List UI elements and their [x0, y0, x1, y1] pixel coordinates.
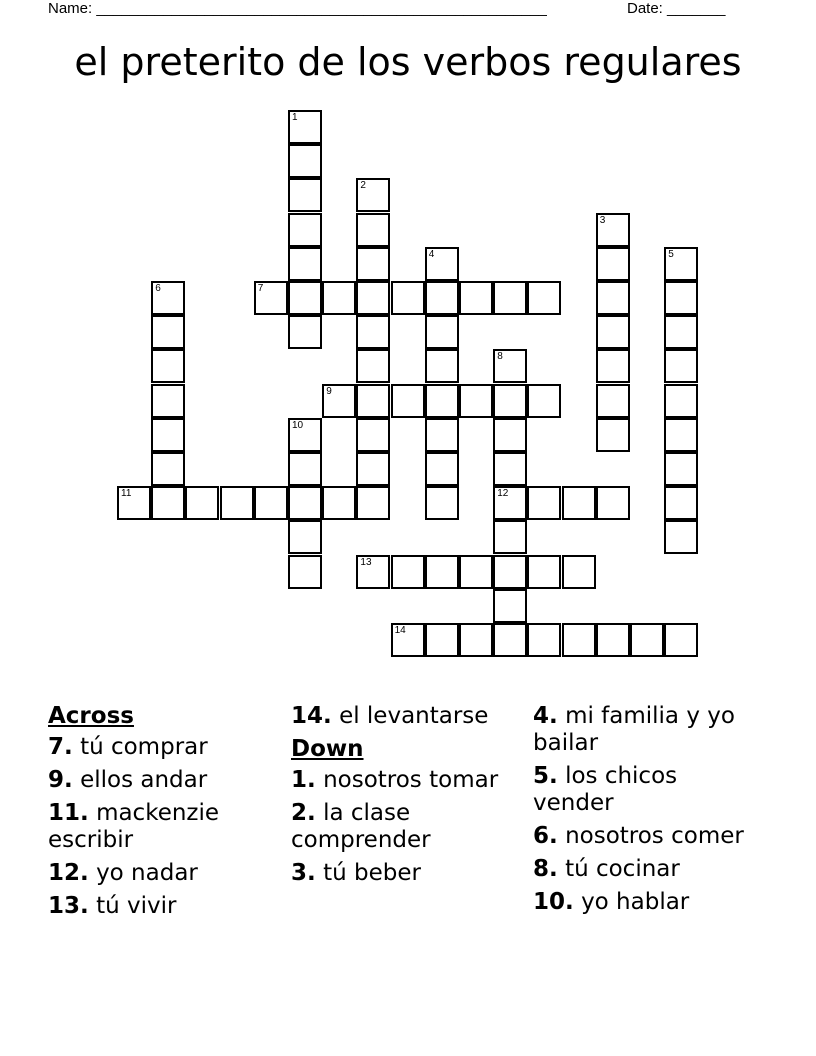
crossword-cell[interactable] — [596, 418, 630, 452]
clue-text: los chicos vender — [533, 763, 678, 816]
clue-number: 8. — [533, 856, 558, 882]
crossword-cell[interactable] — [356, 349, 390, 383]
crossword-cell[interactable] — [425, 315, 459, 349]
crossword-cell[interactable] — [493, 418, 527, 452]
crossword-cell[interactable] — [664, 349, 698, 383]
crossword-cell[interactable] — [664, 520, 698, 554]
crossword-cell[interactable] — [356, 178, 390, 212]
clue-number: 5. — [533, 763, 558, 789]
crossword-cell[interactable] — [596, 384, 630, 418]
cell-number: 3 — [599, 214, 606, 226]
crossword-cell[interactable] — [391, 623, 425, 657]
page-title: el preterito de los verbos regulares — [74, 40, 742, 84]
crossword-cell[interactable] — [151, 486, 185, 520]
crossword-cell[interactable] — [288, 315, 322, 349]
cell-number: 6 — [155, 283, 161, 294]
crossword-cell[interactable] — [493, 281, 527, 315]
clue-text: yo hablar — [581, 889, 690, 915]
clue-text: tú comprar — [80, 734, 208, 760]
clue-number: 11. — [48, 800, 89, 826]
crossword-cell[interactable] — [425, 486, 459, 520]
crossword-cell[interactable] — [356, 452, 390, 486]
crossword-cell[interactable] — [356, 418, 390, 452]
clue-text: nosotros tomar — [323, 767, 499, 793]
crossword-cell[interactable] — [356, 315, 390, 349]
crossword-cell[interactable] — [151, 452, 185, 486]
crossword-cell[interactable] — [151, 418, 185, 452]
cell-number: 7 — [257, 283, 264, 294]
clue-number: 9. — [48, 767, 73, 793]
crossword-cell[interactable] — [425, 247, 459, 281]
clue-text: tú cocinar — [565, 856, 680, 882]
crossword-cell[interactable] — [288, 247, 322, 281]
clue-number: 12. — [48, 860, 89, 886]
crossword-cell[interactable] — [562, 486, 596, 520]
crossword-cell[interactable] — [459, 281, 493, 315]
clue-across-12 — [48, 860, 278, 887]
clue-column-1 — [48, 703, 278, 926]
across-heading: Across — [48, 703, 134, 729]
clue-down-3 — [291, 860, 526, 887]
crossword-cell[interactable] — [288, 110, 322, 144]
crossword-cell[interactable] — [288, 178, 322, 212]
clue-column-3 — [533, 703, 763, 922]
clue-down-10 — [533, 889, 763, 916]
crossword-cell[interactable] — [356, 486, 390, 520]
cell-number: 4 — [428, 248, 435, 260]
crossword-cell[interactable] — [664, 623, 698, 657]
cell-number: 12 — [497, 488, 509, 500]
clue-number: 14. — [291, 703, 332, 729]
crossword-cell[interactable] — [493, 589, 527, 623]
crossword-cell[interactable] — [356, 555, 390, 589]
crossword-cell[interactable] — [459, 384, 493, 418]
clue-across-13 — [48, 893, 278, 920]
crossword-cell[interactable] — [117, 486, 151, 520]
crossword-cell[interactable] — [356, 281, 390, 315]
clue-text: mi familia y yo bailar — [533, 703, 735, 756]
crossword-cell[interactable] — [562, 555, 596, 589]
cell-number: 2 — [360, 180, 366, 192]
clue-text: la clase comprender — [291, 800, 431, 853]
crossword-cell[interactable] — [596, 623, 630, 657]
crossword-cell[interactable] — [596, 247, 630, 281]
crossword-cell[interactable] — [459, 623, 493, 657]
crossword-cell[interactable] — [288, 452, 322, 486]
cell-number: 9 — [326, 385, 332, 397]
crossword-cell[interactable] — [254, 281, 288, 315]
crossword-cell[interactable] — [288, 555, 322, 589]
crossword-cell[interactable] — [527, 623, 561, 657]
crossword-cell[interactable] — [288, 281, 322, 315]
crossword-cell[interactable] — [630, 623, 664, 657]
crossword-cell[interactable] — [425, 281, 459, 315]
crossword-cell[interactable] — [493, 555, 527, 589]
cell-number: 1 — [292, 112, 298, 123]
crossword-cell[interactable] — [527, 384, 561, 418]
clue-column-2 — [291, 703, 526, 893]
clue-text: el levantarse — [339, 703, 489, 729]
cell-number: 13 — [360, 556, 372, 568]
crossword-cell[interactable] — [185, 486, 219, 520]
crossword-cell[interactable] — [664, 315, 698, 349]
crossword-cell[interactable] — [151, 315, 185, 349]
down-heading: Down — [291, 736, 364, 762]
clue-text: mackenzie escribir — [48, 800, 220, 853]
crossword-cell[interactable] — [425, 418, 459, 452]
clue-down-4 — [533, 703, 763, 757]
name-field: Name: ______________________________________________________ — [48, 0, 547, 17]
crossword-cell[interactable] — [596, 486, 630, 520]
crossword-cell[interactable] — [664, 281, 698, 315]
crossword-cell[interactable] — [493, 486, 527, 520]
crossword-cell[interactable] — [596, 213, 630, 247]
crossword-cell[interactable] — [288, 213, 322, 247]
clue-text: tú beber — [323, 860, 421, 886]
clue-text: tú vivir — [96, 893, 177, 919]
crossword-cell[interactable] — [493, 452, 527, 486]
crossword-cell[interactable] — [664, 486, 698, 520]
clue-across-11 — [48, 800, 278, 854]
crossword-cell[interactable] — [493, 384, 527, 418]
crossword-cell[interactable] — [288, 486, 322, 520]
crossword-cell[interactable] — [322, 281, 356, 315]
clue-across-9 — [48, 767, 278, 794]
crossword-cell[interactable] — [356, 384, 390, 418]
crossword-cell[interactable] — [322, 486, 356, 520]
crossword-cell[interactable] — [391, 555, 425, 589]
clue-number: 4. — [533, 703, 558, 729]
crossword-cell[interactable] — [151, 384, 185, 418]
clue-down-5 — [533, 763, 763, 817]
clue-text: ellos andar — [80, 767, 208, 793]
crossword-cell[interactable] — [459, 555, 493, 589]
crossword-cell[interactable] — [664, 418, 698, 452]
clue-down-1 — [291, 767, 526, 794]
crossword-cell[interactable] — [596, 349, 630, 383]
clue-down-2 — [291, 800, 526, 854]
crossword-cell[interactable] — [322, 384, 356, 418]
crossword-cell[interactable] — [664, 384, 698, 418]
clue-number: 2. — [291, 800, 316, 826]
crossword-cell[interactable] — [527, 281, 561, 315]
crossword-cell[interactable] — [425, 555, 459, 589]
clue-number: 7. — [48, 734, 73, 760]
crossword-cell[interactable] — [254, 486, 288, 520]
clue-number: 3. — [291, 860, 316, 886]
cell-number: 14 — [394, 625, 406, 636]
clue-number: 10. — [533, 889, 574, 915]
crossword-cell[interactable] — [493, 349, 527, 383]
cell-number: 10 — [292, 419, 304, 431]
crossword-cell[interactable] — [425, 384, 459, 418]
crossword-cell[interactable] — [493, 623, 527, 657]
crossword-cell[interactable] — [425, 623, 459, 657]
cell-number: 8 — [497, 351, 503, 363]
crossword-cell[interactable] — [425, 349, 459, 383]
date-field: Date: _______ — [627, 0, 726, 17]
crossword-cell[interactable] — [664, 247, 698, 281]
clue-across-7 — [48, 734, 278, 761]
clue-down-6 — [533, 823, 763, 850]
crossword-cell[interactable] — [288, 418, 322, 452]
crossword-cell[interactable] — [562, 623, 596, 657]
clue-text: yo nadar — [96, 860, 198, 886]
crossword-cell[interactable] — [220, 486, 254, 520]
crossword-cell[interactable] — [151, 281, 185, 315]
crossword-cell[interactable] — [493, 520, 527, 554]
crossword-cell[interactable] — [596, 281, 630, 315]
crossword-cell[interactable] — [664, 452, 698, 486]
cell-number: 5 — [668, 248, 674, 260]
crossword-cell[interactable] — [425, 452, 459, 486]
clue-text: nosotros comer — [565, 823, 744, 849]
crossword-cell[interactable] — [596, 315, 630, 349]
crossword-cell[interactable] — [527, 486, 561, 520]
crossword-cell[interactable] — [288, 144, 322, 178]
crossword-cell[interactable] — [288, 520, 322, 554]
clue-number: 1. — [291, 767, 316, 793]
crossword-cell[interactable] — [151, 349, 185, 383]
crossword-cell[interactable] — [391, 281, 425, 315]
crossword-cell[interactable] — [391, 384, 425, 418]
cell-number: 11 — [121, 488, 132, 500]
clue-number: 13. — [48, 893, 89, 919]
crossword-cell[interactable] — [356, 247, 390, 281]
clue-number: 6. — [533, 823, 558, 849]
crossword-cell[interactable] — [356, 213, 390, 247]
clue-down-8 — [533, 856, 763, 883]
clue-across-14 — [291, 703, 526, 730]
crossword-cell[interactable] — [527, 555, 561, 589]
